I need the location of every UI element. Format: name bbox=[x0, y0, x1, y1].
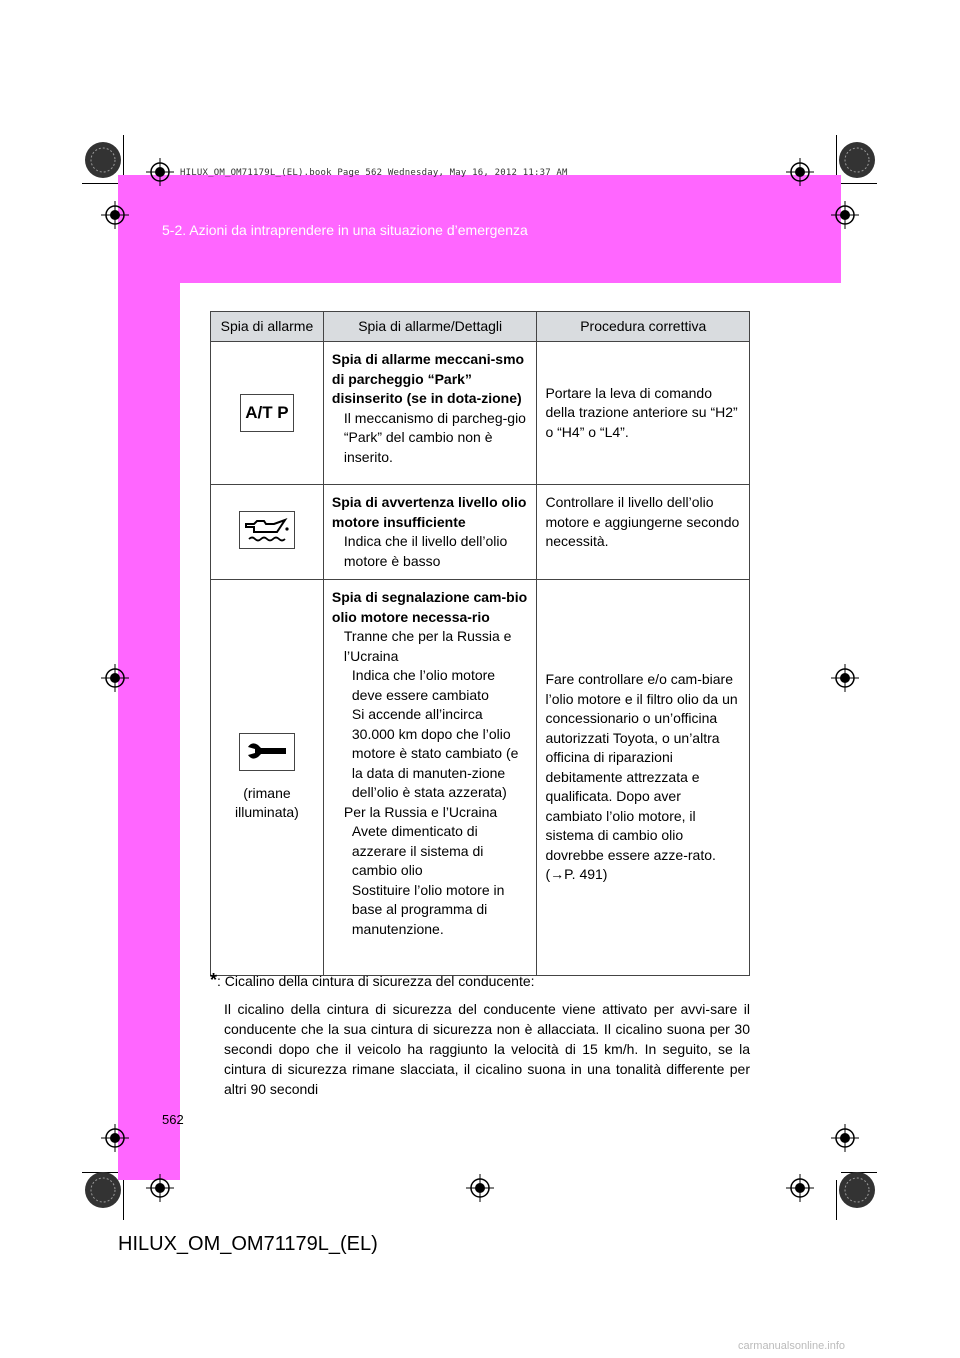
crop-mark bbox=[82, 183, 118, 184]
footnote-title: : Cicalino della cintura di sicurezza del conducente: bbox=[217, 973, 535, 989]
registration-mark-icon bbox=[101, 1124, 129, 1152]
corrective-action: Portare la leva di comando della trazione anteriore su “H2” o “H4” o “L4”. bbox=[545, 384, 738, 440]
registration-mark-icon bbox=[146, 158, 174, 186]
column-header: Procedura correttiva bbox=[537, 312, 750, 342]
warning-icon-cell bbox=[211, 485, 324, 580]
table-row bbox=[211, 485, 750, 580]
warning-title: Spia di segnalazione cam-bio olio motore necessa-rio bbox=[331, 589, 528, 625]
registration-mark-icon bbox=[786, 1174, 814, 1202]
warning-lights-table bbox=[210, 311, 750, 976]
side-band bbox=[118, 283, 180, 1180]
color-bar-icon bbox=[84, 141, 122, 179]
footnote bbox=[210, 970, 750, 1099]
document-id: HILUX_OM_OM71179L_(EL) bbox=[118, 1233, 378, 1255]
warning-icon-cell bbox=[211, 580, 324, 976]
table-header-row bbox=[211, 312, 750, 342]
section-title: 5-2. Azioni da intraprendere in una situazione d’emergenza bbox=[162, 222, 528, 238]
asterisk-marker: * bbox=[210, 970, 218, 990]
details-cell bbox=[323, 580, 537, 976]
warning-detail: Avete dimenticato di azzerare il sistema di cambio olio bbox=[351, 823, 484, 878]
action-cell bbox=[537, 580, 750, 976]
page-number: 562 bbox=[162, 1112, 184, 1127]
footnote-title-line bbox=[210, 970, 750, 991]
table-row bbox=[211, 580, 750, 976]
warning-detail: Indica che il livello dell’olio motore è basso bbox=[343, 533, 508, 569]
registration-mark-icon bbox=[831, 664, 859, 692]
warning-title: Spia di avvertenza livello olio motore insufficiente bbox=[331, 494, 527, 530]
corrective-action: Fare controllare e/o cam-biare l’olio motore e il filtro olio da un concessionario o un’officina autorizzati Toyota, o un’altra officina di riparazioni debitamente attrezzata e qualificata. Dopo aver cambiato l’olio motore, il sistema di cambio olio dovrebbe essere azze-rato. (→P. 491) bbox=[545, 671, 738, 883]
corrective-action: Controllare il livello dell’olio motore e aggiungerne secondo necessità. bbox=[545, 494, 740, 549]
details-cell bbox=[323, 342, 537, 485]
crop-mark bbox=[836, 135, 837, 175]
color-bar-icon bbox=[84, 1171, 122, 1209]
registration-mark-icon bbox=[101, 201, 129, 229]
book-info-line: HILUX_OM_OM71179L_(EL).book Page 562 Wednesday, May 16, 2012 11:37 AM bbox=[180, 168, 568, 178]
details-cell bbox=[323, 485, 537, 580]
warning-title: Spia di allarme meccani-smo di parcheggio “Park” disinserito (se in dota-zione) bbox=[331, 351, 525, 406]
registration-mark-icon bbox=[786, 158, 814, 186]
region-label: Tranne che per la Russia e l’Ucraina bbox=[343, 628, 512, 664]
crop-mark bbox=[841, 183, 877, 184]
color-bar-icon bbox=[838, 1171, 876, 1209]
icon-caption: (rimane illuminata) bbox=[235, 784, 299, 820]
crop-mark bbox=[836, 1180, 837, 1220]
registration-mark-icon bbox=[831, 1124, 859, 1152]
oil-can-icon bbox=[239, 511, 295, 549]
at-p-indicator-icon: A/T P bbox=[240, 394, 294, 432]
registration-mark-icon bbox=[146, 1174, 174, 1202]
crop-mark bbox=[123, 135, 124, 175]
footnote-body: Il cicalino della cintura di sicurezza del conducente viene attivato per avvi-sare il conducente che la sua cintura di sicurezza non è allacciata. Il cicalino suona per 30 secondi dopo che il veicolo ha raggiunto la velocità di 15 km/h. In seguito, se la cintura di sicurezza rimane slacciata, il cicalino suona in una tonalità differente per altri 90 secondi bbox=[224, 1001, 750, 1097]
watermark: carmanualsonline.info bbox=[738, 1340, 846, 1352]
registration-mark-icon bbox=[101, 664, 129, 692]
registration-mark-icon bbox=[831, 201, 859, 229]
color-bar-icon bbox=[838, 141, 876, 179]
warning-detail: Indica che l’olio motore deve essere cambiato bbox=[351, 667, 496, 703]
wrench-icon bbox=[239, 733, 295, 771]
registration-mark-icon bbox=[466, 1174, 494, 1202]
crop-mark bbox=[123, 1180, 124, 1220]
warning-detail: Sostituire l’olio motore in base al programma di manutenzione. bbox=[351, 881, 505, 937]
table-row bbox=[211, 342, 750, 485]
warning-detail: Si accende all’incirca 30.000 km dopo che l’olio motore è stato cambiato (e la data di manuten-zione dell’olio è stata azzerata) bbox=[351, 706, 519, 800]
warning-detail: Il meccanismo di parcheg-gio “Park” del cambio non è inserito. bbox=[343, 409, 526, 465]
region-label: Per la Russia e l’Ucraina bbox=[343, 803, 498, 820]
warning-icon-cell bbox=[211, 342, 324, 485]
column-header: Spia di allarme bbox=[211, 312, 324, 342]
column-header: Spia di allarme/Dettagli bbox=[323, 312, 537, 342]
action-cell bbox=[537, 342, 750, 485]
action-cell bbox=[537, 485, 750, 580]
